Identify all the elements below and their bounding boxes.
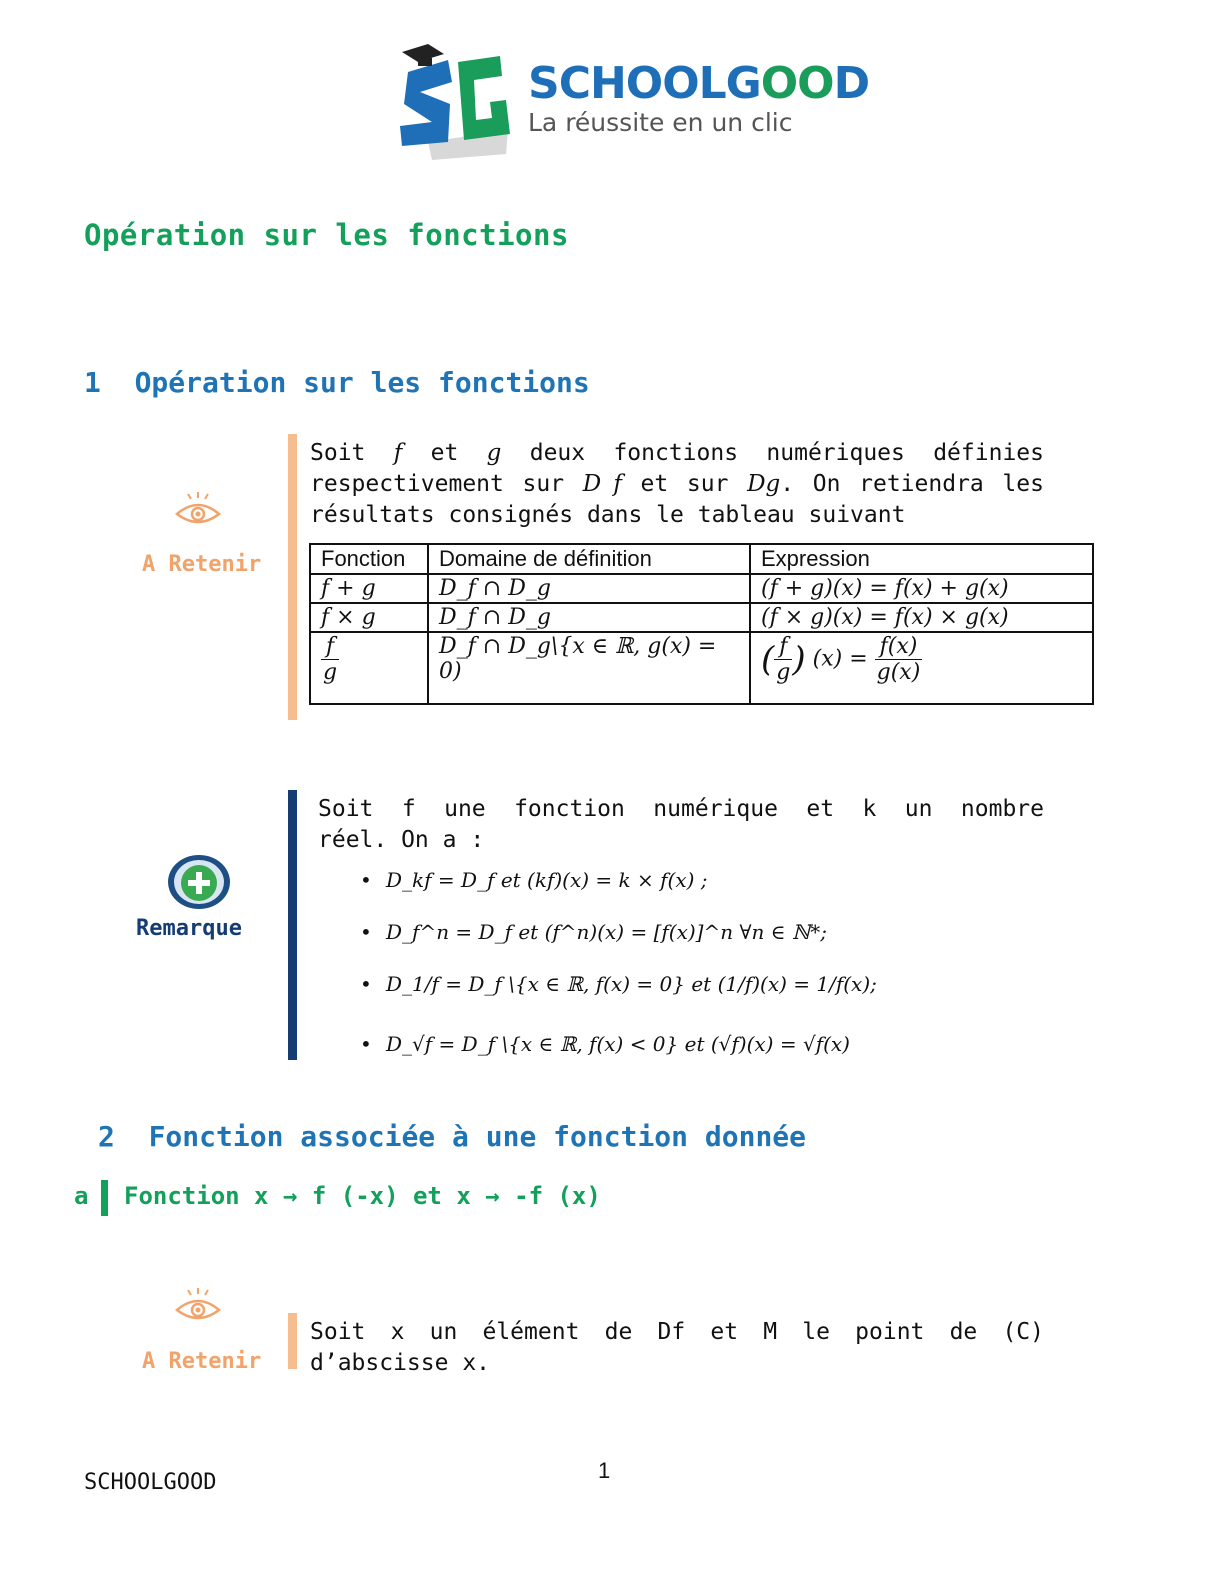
eye-icon <box>174 1286 222 1330</box>
logo-title: SCHOOLGOOD <box>528 58 870 109</box>
section-2-heading <box>98 1120 806 1153</box>
subsection-title: Fonction x → f (-x) et x → -f (x) <box>124 1182 601 1210</box>
table-cell: D_f ∩ D_g\{x ∈ ℝ, g(x) = 0) <box>428 632 750 704</box>
sg-logo-icon <box>388 42 528 162</box>
table-row <box>310 574 1093 603</box>
retenir-paragraph: Soit f et g deux fonctions numériques définies respectivement sur D f et sur Dg. On retiendra les résultats consignés dans le tableau suivant <box>310 440 1044 528</box>
list-item: • D_kf = D_f et (kf)(x) = k × f(x) ; <box>360 868 877 920</box>
section-1-heading <box>84 366 590 399</box>
table-cell: D_f ∩ D_g <box>428 574 750 603</box>
logo-tagline: La réussite en un clic <box>528 108 793 137</box>
footer-brand: SCHOOLGOOD <box>84 1470 217 1495</box>
table-cell: (f × g)(x) = f(x) × g(x) <box>750 603 1093 632</box>
table-cell: $\frac{f}{g}$ <box>310 632 428 704</box>
list-item: • D_f^n = D_f et (f^n)(x) = [f(x)]^n ∀n ∈ ℕ*; <box>360 920 877 972</box>
table-header: Domaine de définition <box>428 544 750 574</box>
section-number: 1 <box>84 366 101 399</box>
eye-icon <box>174 490 222 534</box>
remarque-paragraph: Soit f une fonction numérique et k un nombre réel. On a : <box>318 796 1044 853</box>
remarque-list <box>360 868 877 1084</box>
retenir-paragraph: Soit x un élément de Df et M le point de (C) d’abscisse x. <box>310 1319 1044 1376</box>
table-cell: D_f ∩ D_g <box>428 603 750 632</box>
table-cell: (f + g)(x) = f(x) + g(x) <box>750 574 1093 603</box>
section-number: 2 <box>98 1120 115 1153</box>
table-header-row <box>310 544 1093 574</box>
table-row <box>310 632 1093 704</box>
remarque-bar <box>288 790 297 1060</box>
table-cell: ( $\frac{f}{g}$ ) (x) = $\frac{f(x)}{g(x)}$ <box>750 632 1093 704</box>
operations-table <box>309 543 1094 705</box>
subsection-heading <box>74 1182 88 1210</box>
retenir-label: A Retenir <box>142 552 262 577</box>
list-item: • D_1/f = D_f \{x ∈ ℝ, f(x) = 0} et (1/f)(x) = 1/f(x); <box>360 972 877 1032</box>
table-header: Expression <box>750 544 1093 574</box>
page-number: 1 <box>598 1458 611 1483</box>
retenir-bar <box>288 1313 297 1369</box>
retenir-bar <box>288 434 297 720</box>
subsection-bar <box>101 1180 108 1216</box>
table-cell: f + g <box>310 574 428 603</box>
retenir-label: A Retenir <box>142 1349 262 1374</box>
table-row <box>310 603 1093 632</box>
subsection-letter: a <box>74 1182 89 1210</box>
section-title: Fonction associée à une fonction donnée <box>148 1120 807 1153</box>
document-title: Opération sur les fonctions <box>84 218 569 252</box>
remarque-label: Remarque <box>136 916 242 941</box>
section-title: Opération sur les fonctions <box>134 366 590 399</box>
plus-circle-icon <box>166 852 232 916</box>
list-item: • D_√f = D_f \{x ∈ ℝ, f(x) < 0} et (√f)(x) = √f(x) <box>360 1032 877 1084</box>
table-cell: f × g <box>310 603 428 632</box>
table-header: Fonction <box>310 544 428 574</box>
